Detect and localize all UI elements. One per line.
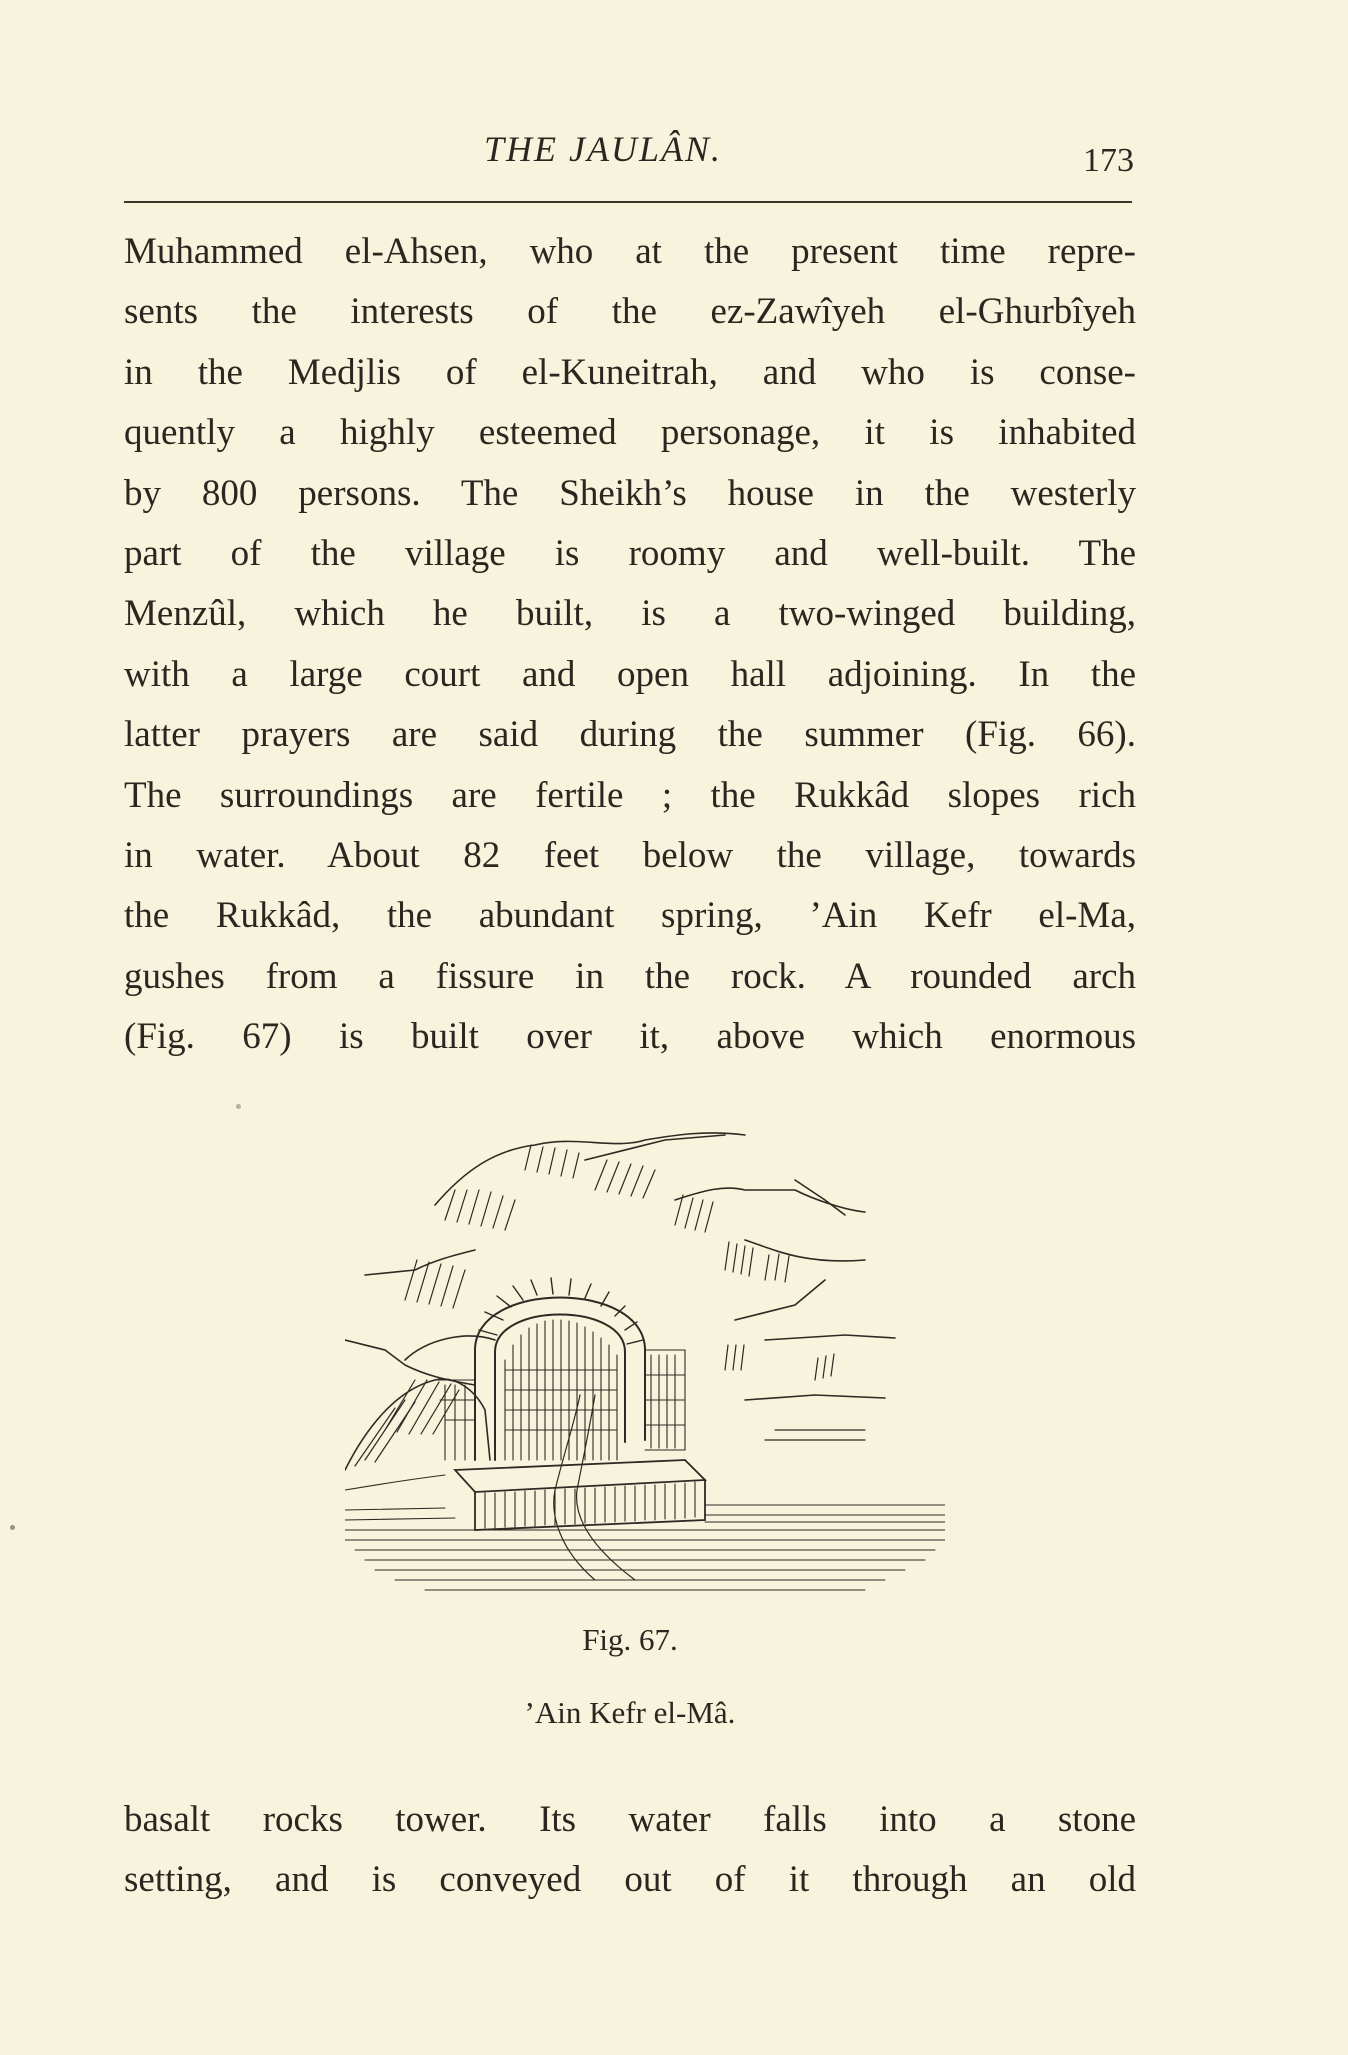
text-line: sents the interests of the ez-Zawîyeh el-Ghurbîyeh: [124, 291, 1136, 333]
body-text-top: [124, 222, 1136, 1068]
paper-speck: [236, 1104, 241, 1109]
text-line: The surroundings are fertile ; the Rukkâd slopes rich: [124, 774, 1136, 816]
text-line: gushes from a fissure in the rock. A rounded arch: [124, 955, 1136, 997]
text-line: quently a highly esteemed personage, it is inhabited: [124, 412, 1136, 454]
figure-caption: ’Ain Kefr el-Mâ.: [524, 1695, 736, 1730]
text-line: setting, and is conveyed out of it through an old: [124, 1859, 1136, 1901]
header-rule: [124, 201, 1132, 203]
figure-label: Fig. 67.: [582, 1622, 678, 1657]
text-line: in the Medjlis of el-Kuneitrah, and who is conse-: [124, 351, 1136, 393]
text-line: in water. About 82 feet below the village, towards: [124, 835, 1136, 877]
text-line: by 800 persons. The Sheikh’s house in the westerly: [124, 472, 1136, 514]
text-line: part of the village is roomy and well-built. The: [124, 533, 1136, 575]
text-line: the Rukkâd, the abundant spring, ’Ain Kefr el-Ma,: [124, 895, 1136, 937]
running-title: THE JAULÂN.: [484, 129, 722, 169]
text-line: basalt rocks tower. Its water falls into a stone: [124, 1799, 1136, 1840]
text-line: with a large court and open hall adjoining. In the: [124, 653, 1136, 695]
text-line: Muhammed el-Ahsen, who at the present time repre-: [124, 231, 1136, 272]
text-line: latter prayers are said during the summer (Fig. 66).: [124, 714, 1136, 756]
spring-arch-engraving: [345, 1130, 945, 1600]
paper-speck: [10, 1525, 15, 1530]
text-line: (Fig. 67) is built over it, above which enormous: [124, 1016, 1136, 1058]
page-number: 173: [1083, 142, 1134, 179]
running-head: [124, 128, 1136, 188]
text-line: Menzûl, which he built, is a two-winged building,: [124, 593, 1136, 635]
body-text-bottom: [124, 1790, 1136, 1911]
